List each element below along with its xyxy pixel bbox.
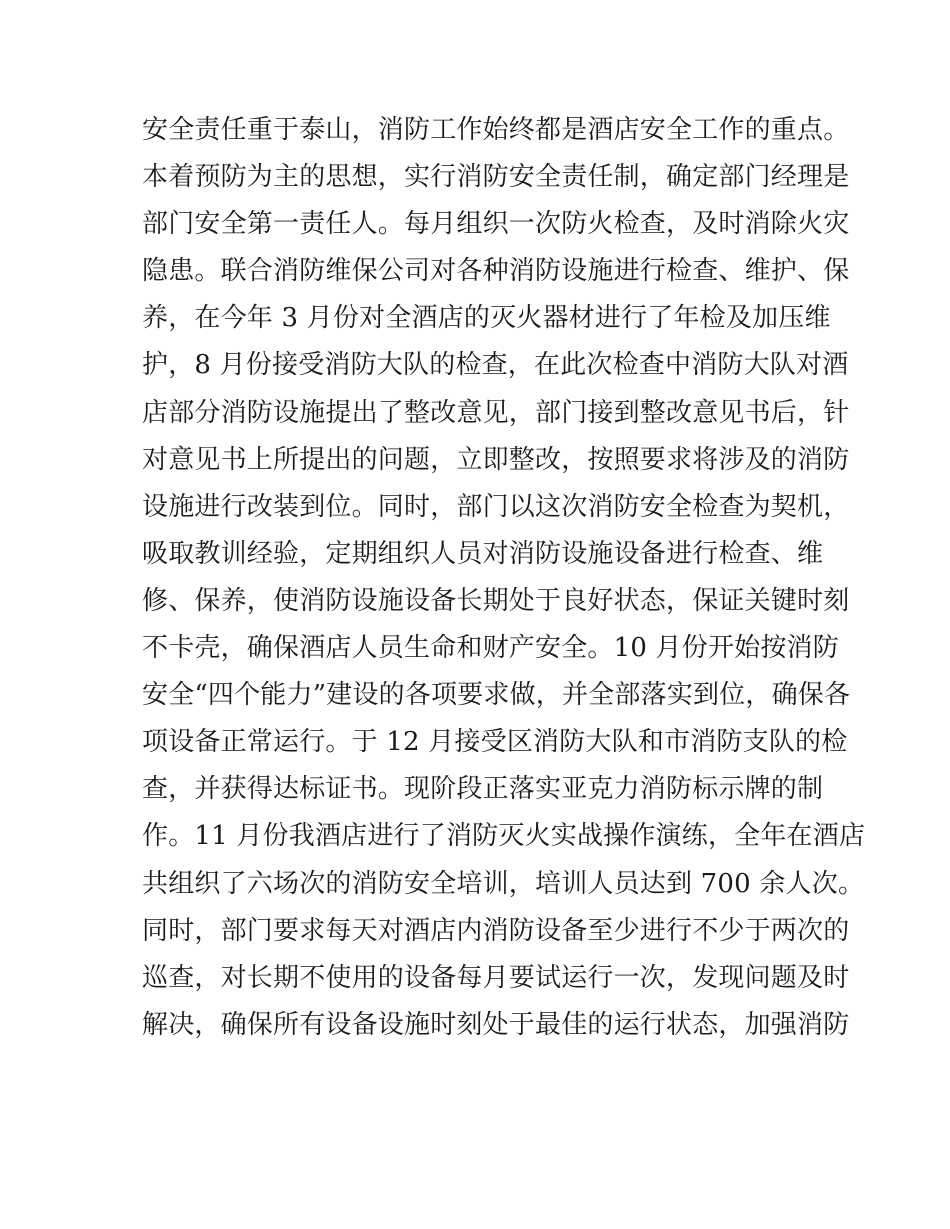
text-line: 隐患。联合消防维保公司对各种消防设施进行检查、维护、保	[142, 256, 850, 287]
text-line: 护，8 月份接受消防大队的检查，在此次检查中消防大队对酒	[142, 350, 849, 381]
text-line: 养，在今年 3 月份对全酒店的灭火器材进行了年检及加压维	[142, 303, 831, 334]
text-line: 本着预防为主的思想，实行消防安全责任制，确定部门经理是	[142, 162, 850, 193]
text-line: 部门安全第一责任人。每月组织一次防火检查，及时消除火灾	[142, 209, 850, 240]
text-line: 安全责任重于泰山，消防工作始终都是酒店安全工作的重点。	[142, 115, 850, 145]
text-line: 设施进行改装到位。同时，部门以这次消防安全检查为契机，	[142, 491, 850, 522]
text-line: 查，并获得达标证书。现阶段正落实亚克力消防标示牌的制	[142, 774, 824, 805]
text-line: 吸取教训经验，定期组织人员对消防设施设备进行检查、维	[142, 538, 824, 569]
text-line: 项设备正常运行。于 12 月接受区消防大队和市消防支队的检	[142, 727, 848, 758]
text-line: 作。11 月份我酒店进行了消防灭火实战操作演练，全年在酒店	[142, 821, 866, 852]
text-line: 对意见书上所提出的问题，立即整改，按照要求将涉及的消防	[142, 444, 850, 475]
text-line: 解决，确保所有设备设施时刻处于最佳的运行状态，加强消防	[142, 1009, 850, 1040]
body-paragraph	[142, 107, 866, 1049]
text-line: 共组织了六场次的消防安全培训，培训人员达到 700 余人次。	[142, 868, 865, 899]
text-line: 店部分消防设施提出了整改意见，部门接到整改意见书后，针	[142, 397, 850, 428]
text-line: 安全“四个能力”建设的各项要求做，并全部落实到位，确保各	[142, 680, 851, 711]
text-line: 修、保养，使消防设施设备长期处于良好状态，保证关键时刻	[142, 585, 850, 616]
text-line: 巡查，对长期不使用的设备每月要试运行一次，发现问题及时	[142, 962, 850, 993]
text-line: 不卡壳，确保酒店人员生命和财产安全。10 月份开始按消防	[142, 633, 839, 664]
text-line: 同时，部门要求每天对酒店内消防设备至少进行不少于两次的	[142, 915, 850, 946]
